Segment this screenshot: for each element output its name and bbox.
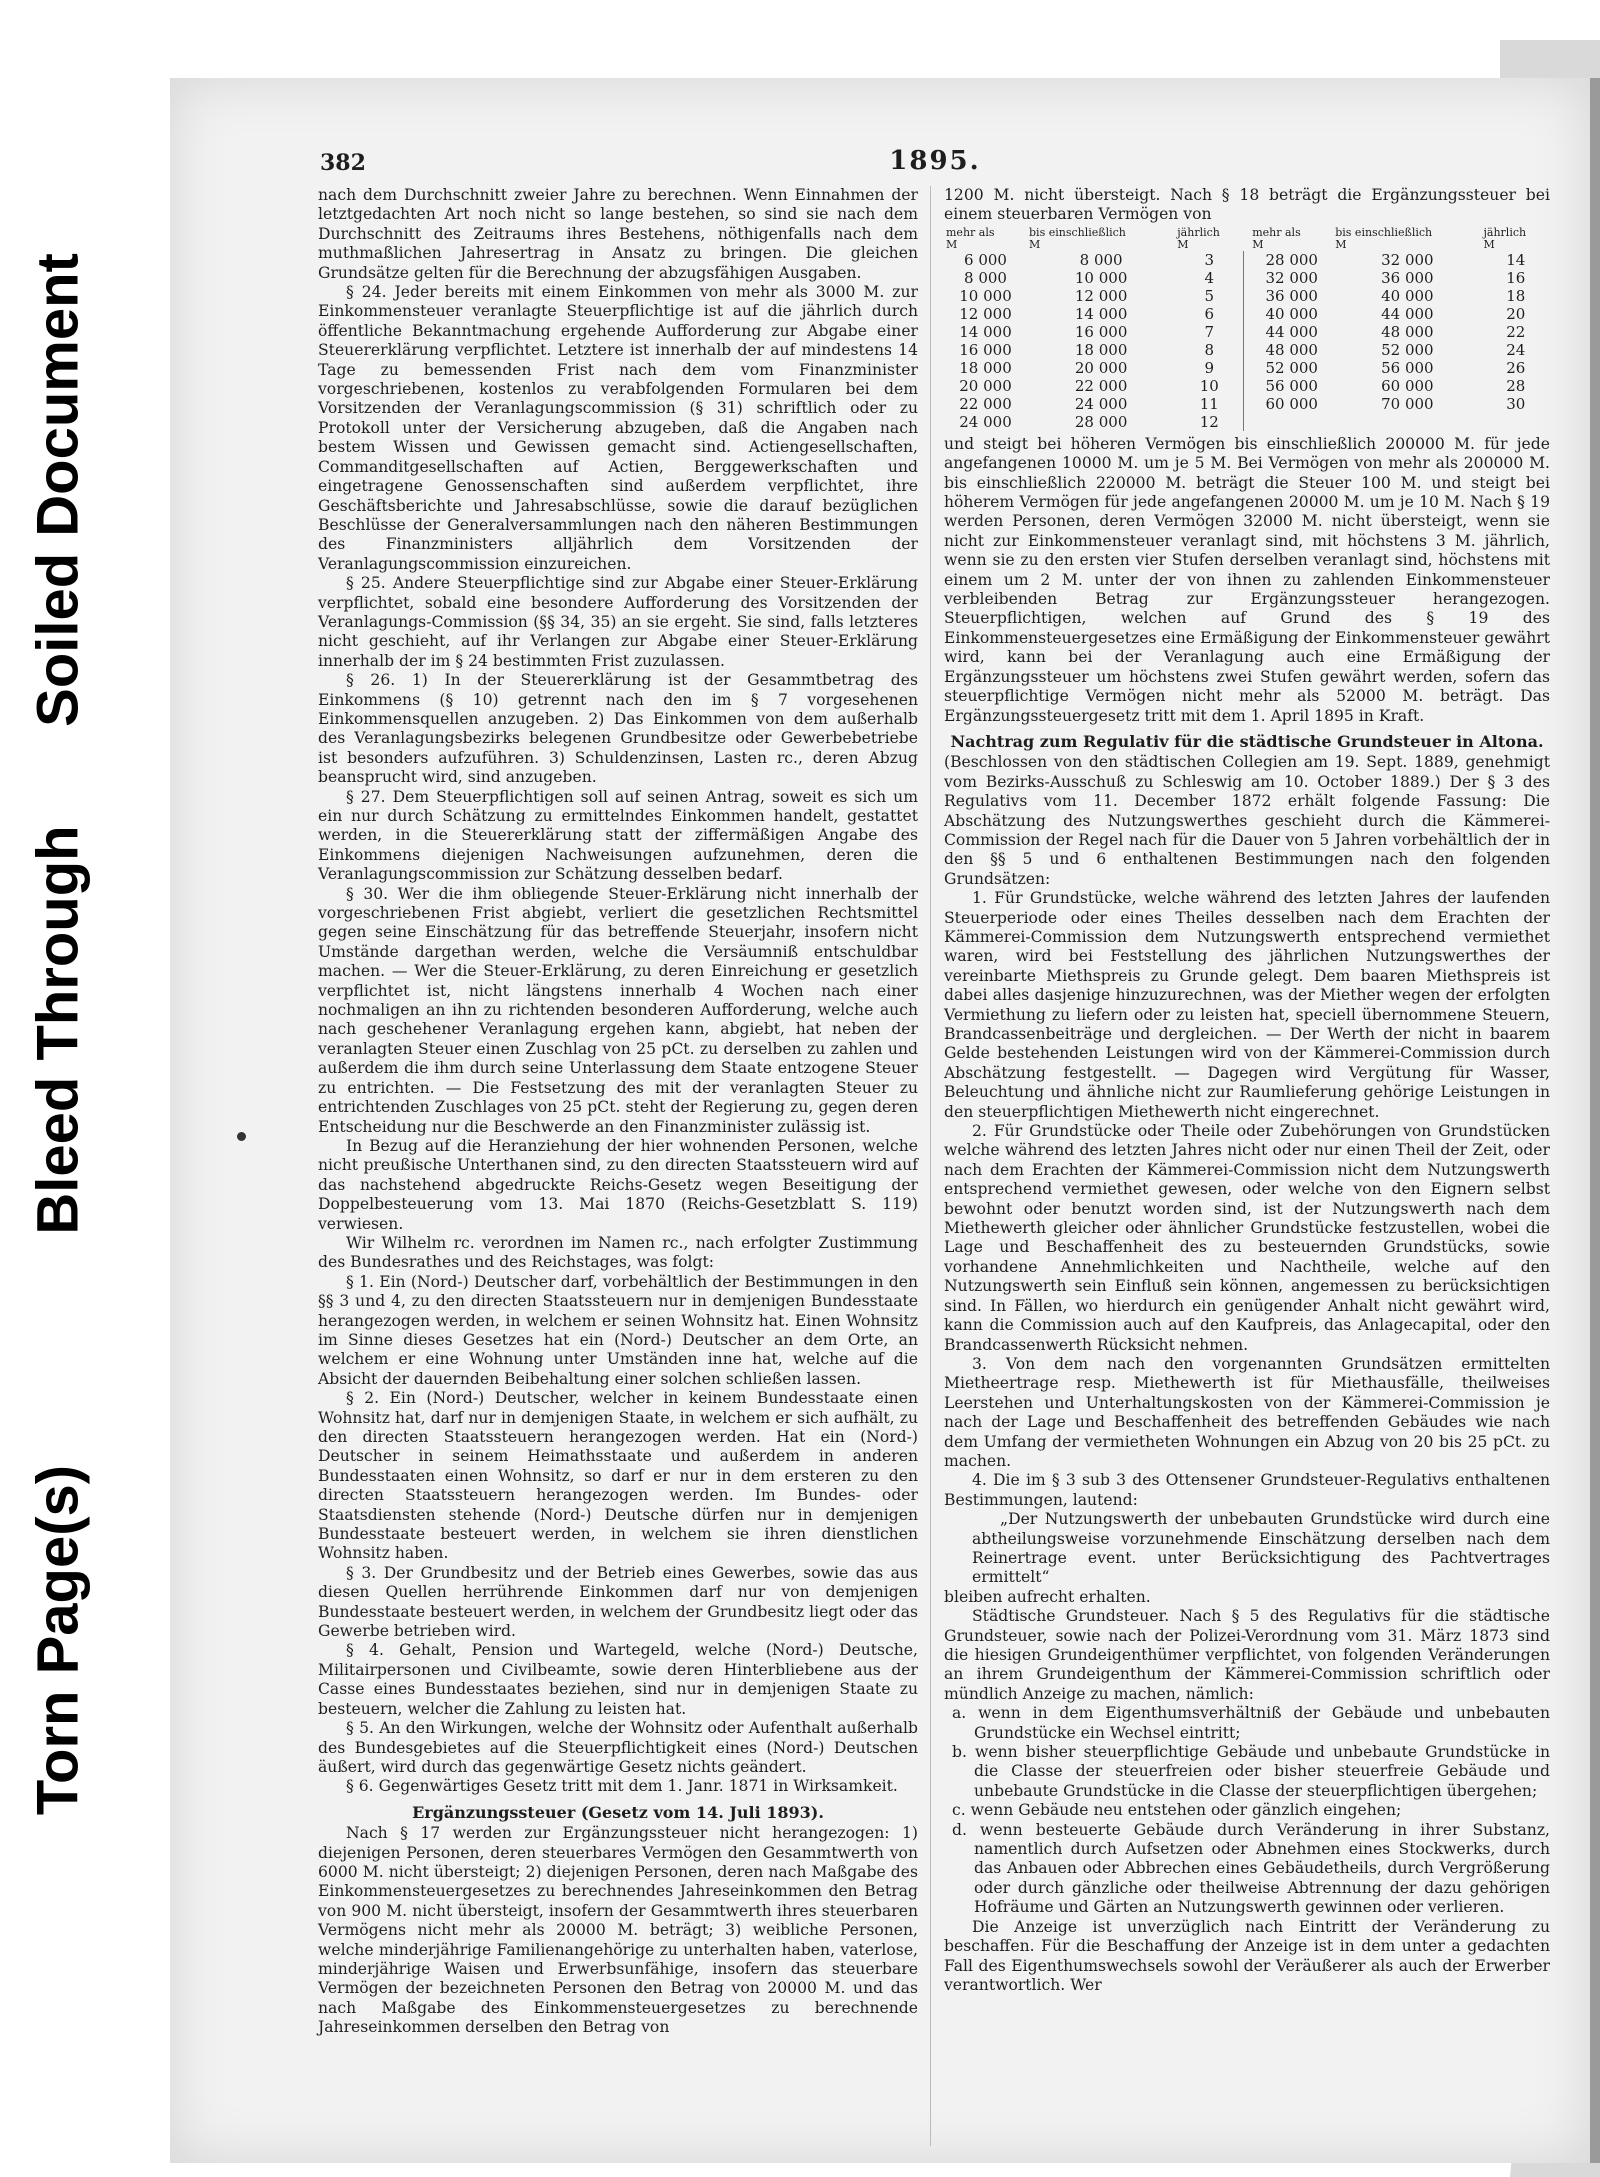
table-cell: 10 000 (959, 286, 1012, 305)
table-cell: 60 000 (1381, 376, 1434, 395)
paragraph: 2. Für Grundstücke oder Theile oder Zubehörungen von Grundstücken welche während des letzten Jahres nicht oder nur einen Theil der Zeit, oder nach dem Erachten der Kämmerei-Commission nicht dem Nutzungswerth entsprechend vermiethet gewesen, oder welche von den Eignern selbst bewohnt oder benutzt worden sind, ist der Nutzungswerth nach dem Miethewerth gleicher oder ähnlicher Grundstücke festzustellen, wobei die Lage und Beschaffenheit des zu besteuernden Grundstücks, sowie vorhandene Annehmlichkeiten und Nachtheile, welche auf den Nutzungswerth sein Einfluß sein können, angemessen zu berücksichtigen sind. In Fällen, wo hierdurch ein genügender Anhalt nicht gewährt wird, kann die Commission auch auf den Kaufpreis, das Anlagecapital, oder den Brandcassenwerth Rücksicht nehmen. (944, 1122, 1550, 1354)
table-row (944, 377, 1550, 395)
table-cell: 24 (1506, 340, 1526, 359)
table-cell: 11 (1199, 394, 1219, 413)
paragraph: 1. Für Grundstücke, welche während des letzten Jahres der laufenden Steuerperiode oder eines Theiles desselben nach dem Erachten der Kämmerei-Commission dem Nutzungswerth entsprechend vermiethet waren, wird bei Feststellung des jährlichen Nutzungswerthes der vereinbarte Miethspreis zu Grunde gelegt. Dem baaren Miethspreis ist dabei alles dasjenige hinzuzurechnen, was der Miether wegen der erfolgten Vermiethung zu liefern oder zu leisten hat, speciell übernommene Steuern, Brandcassenbeiträge und dergleichen. — Der Werth der nicht in baarem Gelde bestehenden Leistungen wird von der Kämmerei-Commission durch Abschätzung festgestellt. — Dagegen wird Vergütung für Wasser, Beleuchtung und ähnliche nicht zur Raumlieferung gehörige Leistungen in den steuerpflichtigen Miethewerth nicht eingerechnet. (944, 889, 1550, 1121)
paragraph: Städtische Grundsteuer. Nach § 5 des Regulativs für die städtische Grundsteuer, sowie nach der Polizei-Verordnung vom 31. März 1873 sind die hiesigen Grundeigenthümer verpflichtet, von folgenden Veränderungen an ihrem Grundeigenthum der Kämmerei-Commission schriftlich oder mündlich Anzeige zu machen, nämlich: (944, 1607, 1550, 1703)
table-cell: 48 000 (1381, 322, 1434, 341)
column-header: jährlich (1177, 225, 1220, 239)
section-heading: Nachtrag zum Regulativ für die städtische Grundsteuer in Altona. (950, 731, 1544, 751)
table-cell: 22 000 (1074, 376, 1128, 395)
table-cell: 18 (1506, 286, 1526, 305)
column-header: mehr als (946, 225, 995, 239)
table-cell: 36 000 (1381, 268, 1434, 287)
column-header: mehr als (1252, 225, 1301, 239)
table-cell: 18 000 (959, 358, 1012, 377)
table-cell: 26 (1506, 358, 1526, 377)
table-cell: 3 (1204, 250, 1215, 269)
column-header: bis einschließlich (1029, 225, 1126, 239)
table-cell: 22 000 (959, 394, 1012, 413)
list-item: d. wenn besteuerte Gebäude durch Veränderung in ihrer Substanz, namentlich durch Aufsetzen oder Abnehmen eines Stockwerks, durch das Anbauen oder Abbrechen eines Gebäudetheils, durch Vergrößerung oder durch gänzliche oder theilweise Abtrennung der dazu gehörigen Hofräume und Gärten an Nutzungswerth gewinnen oder verlieren. (952, 1820, 1550, 1917)
table-row (944, 413, 1550, 431)
paragraph: § 24. Jeder bereits mit einem Einkommen von mehr als 3000 M. zur Einkommensteuer veranlagte Steuerpflichtige ist auf die jährlich durch öffentliche Bekanntmachung ergehende Aufforderung zur Abgabe einer Steuererklärung verpflichtet. Letztere ist innerhalb der auf mindestens 14 Tage zu bemessenden Frist nach dem vom Finanzminister vorgeschriebenen, kostenlos zu verabfolgenden Formularen bei dem Vorsitzenden der Veranlagungscommission (§ 31) schriftlich oder zu Protokoll unter der Versicherung abzugeben, daß die Angaben nach bestem Wissen und Gewissen gemacht sind. Actiengesellschaften, Commanditgesellschaften auf Actien, Berggewerkschaften und eingetragene Genossenschaften sind außerdem verpflichtet, ihre Geschäftsberichte und Jahresabschlüsse, sowie die darauf bezüglichen Beschlüsse der Generalversammlungen nach den näheren Bestimmungen des Finanzministers alljährlich dem Vorsitzenden der Veranlagungscommission einzureichen. (318, 283, 918, 573)
table-cell: 8 000 (964, 268, 1007, 287)
table-cell: 10 000 (1074, 268, 1128, 287)
unit-label: M (946, 237, 958, 251)
torn-pages-label: Torn Page(s) (25, 1464, 91, 1816)
page-header (320, 146, 1550, 184)
paragraph: Wir Wilhelm rc. verordnen im Namen rc., nach erfolgter Zustimmung des Bundesrathes und des Reichstages, was folgt: (318, 1233, 918, 1272)
table-cell: 28 000 (1265, 250, 1318, 269)
table-cell: 14 000 (1074, 304, 1128, 323)
table-cell: 4 (1204, 268, 1215, 287)
table-cell (1481, 413, 1550, 431)
table-cell: 52 000 (1381, 340, 1434, 359)
table-cell: 9 (1204, 358, 1215, 377)
paragraph: 4. Die im § 3 sub 3 des Ottensener Grundsteuer-Regulativs enthaltenen Bestimmungen, lautend: (944, 1471, 1550, 1509)
table-cell: 16 000 (959, 340, 1012, 359)
table-cell: 16 (1506, 268, 1526, 287)
column-header: jährlich (1483, 225, 1527, 239)
unit-label: M (1252, 237, 1264, 251)
paragraph: nach dem Durchschnitt zweier Jahre zu berechnen. Wenn Einnahmen der letztgedachten Art noch nicht so lange bestehen, so sind sie nach dem Durchschnitt des Zeitraums ihres Bestehens, nöthigenfalls nach dem muthmaßlichen Jahresertrag in Ansatz zu bringen. Die gleichen Grundsätze gelten für die Berechnung der abzugsfähigen Ausgaben. (318, 186, 918, 282)
page-edge-shadow (1590, 78, 1600, 2163)
table-cell: 56 000 (1265, 376, 1318, 395)
table-row (944, 395, 1550, 413)
table-cell: 20 000 (959, 376, 1012, 395)
paragraph: § 6. Gegenwärtiges Gesetz tritt mit dem 1. Janr. 1871 in Wirksamkeit. (346, 1777, 898, 1796)
table-cell: 24 000 (1074, 394, 1128, 413)
table-cell: 8 (1204, 340, 1215, 359)
list-item: c. wenn Gebäude neu entstehen oder gänzlich eingehen; (952, 1801, 1402, 1820)
table-cell: 20 000 (1074, 358, 1128, 377)
table-row (944, 341, 1550, 359)
table-cell: 40 000 (1265, 304, 1318, 323)
table-cell: 5 (1204, 286, 1215, 305)
table-cell: 36 000 (1265, 286, 1318, 305)
column-header: bis einschließlich (1335, 225, 1433, 239)
table-row (944, 287, 1550, 305)
paragraph: § 30. Wer die ihm obliegende Steuer-Erklärung nicht innerhalb der vorgeschriebenen Frist abgiebt, verliert die gesetzlichen Rechtsmittel gegen seine Einschätzung für das betreffende Steuerjahr, insofern nicht Umstände dargethan werden, welche die Versäumniß entschuldbar machen. — Wer die Steuer-Erklärung, zu deren Einreichung er gesetzlich verpflichtet ist, nicht längstens innerhalb 4 Wochen nach einer nochmaligen an ihn zu richtenden besonderen Aufforderung, welche auch nach geschehener Veranlagung ergehen kann, abgiebt, hat neben der veranlagten Steuer einen Zuschlag von 25 pCt. zu derselben zu zahlen und außerdem die ihm durch seine Unterlassung dem Staate entzogene Steuer zu entrichten. — Die Festsetzung des mit der veranlagten Steuer zu entrichtenden Zuschlages von 25 pCt. steht der Regierung zu, gegen deren Entscheidung nur die Beschwerde an den Finanzminister zulässig ist. (318, 884, 918, 1136)
table-cell: 32 000 (1265, 268, 1318, 287)
table-cell: 6 (1204, 304, 1215, 323)
unit-label: M (1029, 237, 1041, 251)
table-cell: 12 (1199, 412, 1219, 431)
table-row (944, 323, 1550, 341)
paragraph: In Bezug auf die Heranziehung der hier wohnenden Personen, welche nicht preußische Unterthanen sind, zu den directen Staatssteuern wird auf das nachstehend abgedruckte Reichs-Gesetz wegen Beseitigung der Doppelbesteuerung vom 13. Mai 1870 (Reichs-Gesetzblatt S. 119) verwiesen. (318, 1136, 918, 1233)
paragraph: und steigt bei höheren Vermögen bis einschließlich 200000 M. für jede angefangenen 10000 M. um je 5 M. Bei Vermögen von mehr als 200000 M. bis einschließlich 220000 M. beträgt die Steuer 100 M. und steigt bei höherem Vermögen für jede angefangenen 20000 M. um je 10 M. Nach § 19 werden Personen, deren Vermögen 32000 M. nicht übersteigt, wenn sie nicht zur Einkommensteuer veranlagt sind, mit höchstens 3 M. jährlich, wenn sie zu den ersten vier Stufen derselben veranlagt sind, höchstens mit einem um 2 M. unter der von ihnen zu zahlenden Einkommensteuer verbleibenden Betrag zur Ergänzungssteuer herangezogen. Steuerpflichtigen, welchen auf Grund des § 19 des Einkommensteuergesetzes eine Ermäßigung der Einkommensteuer gewährt wird, kann bei der Veranlagung auch eine Ermäßigung der Ergänzungssteuer um höchstens zwei Stufen gewährt werden, sofern das steuerpflichtige Vermögen nicht mehr als 52000 M. beträgt. Das Ergänzungssteuergesetz tritt mit dem 1. April 1895 in Kraft. (944, 434, 1550, 725)
unit-label: M (1177, 237, 1189, 251)
paragraph: 3. Von dem nach den vorgenannten Grundsätzen ermittelten Mietheertrage resp. Miethewerth ist für Miethausfälle, theilweises Leerstehen und Unterhaltungskosten von der Kämmerei-Commission je nach der Lage und Beschaffenheit des betreffenden Gebäudes wie nach dem Umfang der vermietheten Wohnungen ein Abzug von 20 bis 25 pCt. zu machen. (944, 1354, 1550, 1470)
table-cell: 22 (1506, 322, 1526, 341)
paragraph: Nach § 17 werden zur Ergänzungssteuer nicht herangezogen: 1) diejenigen Personen, deren steuerbares Vermögen den Gesammtwerth von 6000 M. nicht übersteigt; 2) diejenigen Personen, deren nach Maßgabe des Einkommensteuergesetzes zu berechnendes Jahreseinkommen den Betrag von 900 M. nicht übersteigt, insofern der Gesammtwerth ihres steuerbaren Vermögens nicht mehr als 20000 M. beträgt; 3) weibliche Personen, welche minderjährige Familienangehörige zu unterhalten haben, vaterlose, minderjährige Waisen und Erwerbsunfähige, insofern das steuerbare Vermögen der bezeichneten Personen den Betrag von 20000 M. und das nach Maßgabe des Einkommensteuergesetzes zu berechnende Jahreseinkommen derselben den Betrag von (318, 1824, 918, 2037)
table-unit-row (944, 239, 1550, 251)
table-cell (1333, 413, 1481, 431)
table-cell: 28 (1506, 376, 1526, 395)
table-cell: 44 000 (1381, 304, 1434, 323)
paragraph: § 27. Dem Steuerpflichtigen soll auf seinen Antrag, soweit es sich um ein nur durch Schätzung zu ermittelndes Einkommen handelt, gestattet werden, in die Steuererklärung statt der ziffermäßigen Angabe des Einkommens diejenigen Nachweisungen aufzunehmen, deren die Veranlagungscommission zur Schätzung desselben bedarf. (318, 787, 918, 884)
table-cell: 12 000 (959, 304, 1012, 323)
paragraph: bleiben aufrecht erhalten. (944, 1587, 1151, 1606)
tax-rate-table (944, 227, 1550, 431)
table-cell: 44 000 (1265, 322, 1318, 341)
table-row (944, 269, 1550, 287)
table-row (944, 359, 1550, 377)
table-cell: 6 000 (964, 250, 1007, 269)
table-cell: 14 (1506, 250, 1526, 269)
column-divider (930, 186, 931, 2146)
right-column (944, 186, 1550, 1995)
table-cell: 12 000 (1074, 286, 1128, 305)
table-cell: 30 (1506, 394, 1526, 413)
paragraph: (Beschlossen von den städtischen Collegien am 19. Sept. 1889, genehmigt vom Bezirks-Ausschuß zu Schleswig am 10. October 1889.) Der § 3 des Regulativs vom 11. December 1872 erhält folgende Fassung: Die Abschätzung des Nutzungswerthes geschieht durch die Kämmerei-Commission der Regel nach für die Dauer von 5 Jahren vorbehältlich der in den §§ 5 und 6 enthaltenen Bestimmungen nach den folgenden Grundsätzen: (944, 753, 1550, 888)
table-cell: 18 000 (1074, 340, 1128, 359)
paragraph: § 3. Der Grundbesitz und der Betrieb eines Gewerbes, sowie das aus diesen Quellen herrührende Einkommen darf nur von demjenigen Bundesstaate besteuert werden, in welchem der Grundbesitz liegt oder das Gewerbe betrieben wird. (318, 1563, 918, 1641)
table-cell (1250, 413, 1333, 431)
page-year: 1895. (889, 146, 981, 176)
paragraph: Die Anzeige ist unverzüglich nach Eintritt der Veränderung zu beschaffen. Für die Beschaffung der Anzeige ist in dem unter a gedachten Fall des Eigenthumswechsels sowohl der Veräußerer als auch der Erwerber verantwortlich. Wer (944, 1917, 1550, 1994)
punch-hole-dot (237, 1132, 246, 1141)
table-row (944, 305, 1550, 323)
table-header-row (944, 227, 1550, 239)
table-cell: 16 000 (1074, 322, 1128, 341)
unit-label: M (1483, 237, 1495, 251)
list-item: a. wenn in dem Eigenthumsverhältniß der Gebäude und unbebauten Grundstücke ein Wechsel eintritt; (952, 1704, 1550, 1742)
paragraph: § 1. Ein (Nord-) Deutscher darf, vorbehältlich der Bestimmungen in den §§ 3 und 4, zu den directen Staatssteuern nur in demjenigen Bundesstaate herangezogen werden, in welchem er seinen Wohnsitz hat. Einen Wohnsitz im Sinne dieses Gesetzes hat ein (Nord-) Deutscher an dem Orte, an welchem er eine Wohnung unter Umständen inne hat, welche auf die Absicht der dauernden Beibehaltung einer solchen schließen lassen. (318, 1272, 918, 1388)
table-cell: 20 (1506, 304, 1526, 323)
list-item: b. wenn bisher steuerpflichtige Gebäude und unbebaute Grundstücke in die Classe der steuerfreien oder bisher steuerfreie Gebäude und unbebaute Grundstücke in die Classe der steuerpflichtigen übergehen; (952, 1743, 1550, 1800)
table-cell: 32 000 (1381, 250, 1434, 269)
table-cell: 28 000 (1074, 412, 1128, 431)
unit-label: M (1335, 237, 1347, 251)
table-cell: 7 (1204, 322, 1215, 341)
bleed-through-label: Bleed Through (25, 825, 91, 1235)
table-cell: 14 000 (959, 322, 1012, 341)
table-cell: 8 000 (1079, 250, 1123, 269)
paragraph: § 4. Gehalt, Pension und Wartegeld, welche (Nord-) Deutsche, Militairpersonen und Civilbeamte, sowie deren Hinterbliebene aus der Casse eines Bundesstaates beziehen, sind nur in demjenigen Staate zu besteuern, welcher die Zahlung zu leisten hat. (318, 1641, 918, 1718)
paragraph: § 25. Andere Steuerpflichtige sind zur Abgabe einer Steuer-Erklärung verpflichtet, sobald eine besondere Aufforderung des Vorsitzenden der Veranlagungs-Commission (§§ 34, 35) an sie ergeht. Sie sind, falls letzteres nicht geschieht, auf ihr Verlangen zur Abgabe einer Steuer-Erklärung innerhalb der im § 24 bestimmten Frist zuzulassen. (318, 574, 918, 670)
paragraph: 1200 M. nicht übersteigt. Nach § 18 beträgt die Ergänzungssteuer bei einem steuerbaren Vermögen von (944, 186, 1550, 224)
table-cell: 60 000 (1265, 394, 1318, 413)
left-column (318, 186, 918, 2038)
table-cell: 52 000 (1265, 358, 1318, 377)
paragraph: § 5. An den Wirkungen, welche der Wohnsitz oder Aufenthalt außerhalb des Bundesgebietes auf die Steuerpflichtigkeit eines (Nord-) Deutschen äußert, wird durch das gegenwärtige Gesetz nichts geändert. (318, 1719, 918, 1776)
section-heading: Ergänzungssteuer (Gesetz vom 14. Juli 1893). (412, 1802, 824, 1822)
table-cell: 24 000 (959, 412, 1012, 431)
table-cell: 56 000 (1381, 358, 1434, 377)
table-row (944, 251, 1550, 269)
soiled-document-label: Soiled Document (25, 253, 91, 727)
table-cell: 70 000 (1381, 394, 1434, 413)
quoted-text: „Der Nutzungswerth der unbebauten Grundstücke wird durch eine abtheilungsweise vorzunehmende Einschätzung derselben nach dem Reinertrage event. unter Berücksichtigung des Pachtvertrages ermittelt“ (972, 1510, 1550, 1587)
table-cell: 40 000 (1381, 286, 1434, 305)
page-number: 382 (320, 150, 366, 176)
table-cell: 10 (1199, 376, 1219, 395)
paragraph: § 26. 1) In der Steuererklärung ist der Gesammtbetrag des Einkommens (§ 10) getrennt nach den im § 7 vorgesehenen Einkommensquellen anzugeben. 2) Das Einkommen von dem außerhalb des Veranlagungsbezirks belegenen Grundbesitze oder Gewerbebetriebe ist besonders aufzuführen. 3) Schuldenzinsen, Lasten rc., deren Abzug beansprucht wird, sind anzugeben. (318, 671, 918, 787)
paragraph: § 2. Ein (Nord-) Deutscher, welcher in keinem Bundesstaate einen Wohnsitz hat, darf nur in demjenigen Staate, in welchem er sich aufhält, zu den directen Staatssteuern herangezogen werden. Hat ein (Nord-) Deutscher in seinem Heimathsstaate und außerdem in anderen Bundesstaaten einen Wohnsitz, so darf er nur in dem ersteren zu den directen Staatssteuern herangezogen werden. Im Bundes- oder Staatsdiensten stehende (Nord-) Deutsche dürfen nur in demjenigen Bundesstaate besteuert werden, in welchem sie ihren dienstlichen Wohnsitz haben. (318, 1389, 918, 1563)
table-cell: 48 000 (1265, 340, 1318, 359)
